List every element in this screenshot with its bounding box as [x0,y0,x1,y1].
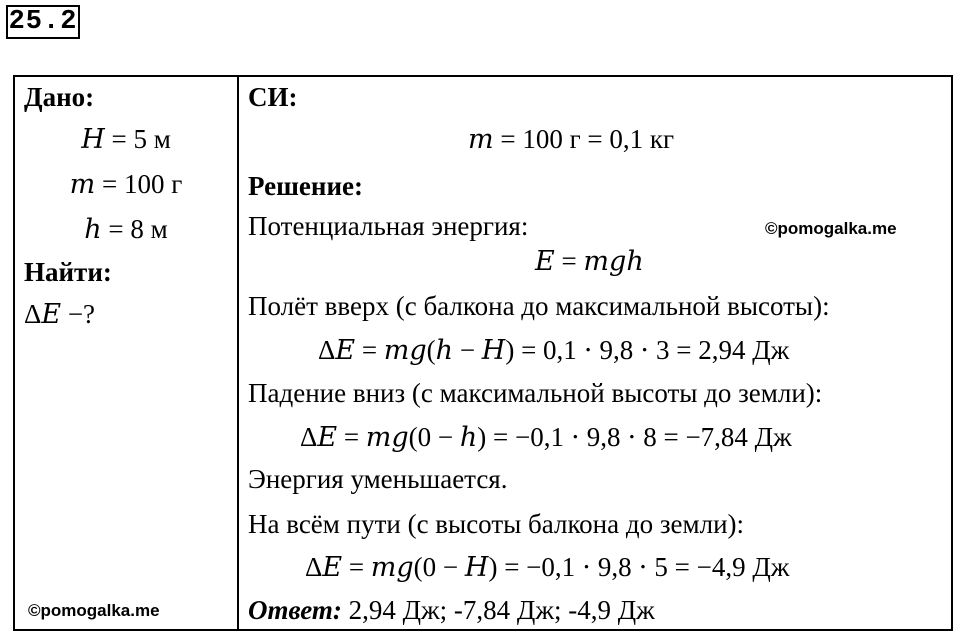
given-line-H: 𝐻 = 5 м [81,124,171,154]
potential-energy-formula: 𝐸 = 𝑚𝑔ℎ [535,246,644,276]
answer-line [248,594,655,626]
answer-value: 2,94 Дж; -7,84 Дж; -4,9 Дж [341,595,655,625]
fall-down-label: Падение вниз (с максимальной высоты до земли): [248,378,823,408]
flight-up-formula: Δ𝐸 = 𝑚𝑔(ℎ − 𝐻) = 0,1 ⋅ 9,8 ⋅ 3 = 2,94 Дж [318,335,790,365]
potential-energy-label: Потенциальная энергия: [248,211,529,241]
find-header: Найти: [24,257,112,287]
find-value: Δ𝐸 −? [24,299,96,329]
solution-header: Решение: [248,171,363,201]
si-header: СИ: [248,82,298,112]
column-divider [237,77,239,629]
watermark-left: ©pomogalka.me [28,601,160,620]
watermark-right: ©pomogalka.me [765,219,897,238]
given-line-m: 𝑚 = 100 г [69,169,183,199]
energy-decrease-note: Энергия уменьшается. [248,464,508,494]
whole-path-formula: Δ𝐸 = 𝑚𝑔(0 − 𝐻) = −0,1 ⋅ 9,8 ⋅ 5 = −4,9 Дж [305,552,790,582]
problem-number: 25.2 [6,5,80,39]
answer-label: Ответ: [248,595,342,625]
given-header: Дано: [24,82,95,112]
flight-up-label: Полёт вверх (с балкона до максимальной высоты): [248,291,830,321]
si-conversion: 𝑚 = 100 г = 0,1 кг [468,124,675,154]
given-line-h: ℎ = 8 м [84,214,168,244]
solution-table [13,75,953,631]
fall-down-formula: Δ𝐸 = 𝑚𝑔(0 − ℎ) = −0,1 ⋅ 9,8 ⋅ 8 = −7,84 Дж [300,422,792,452]
whole-path-label: На всём пути (с высоты балкона до земли): [248,509,745,539]
